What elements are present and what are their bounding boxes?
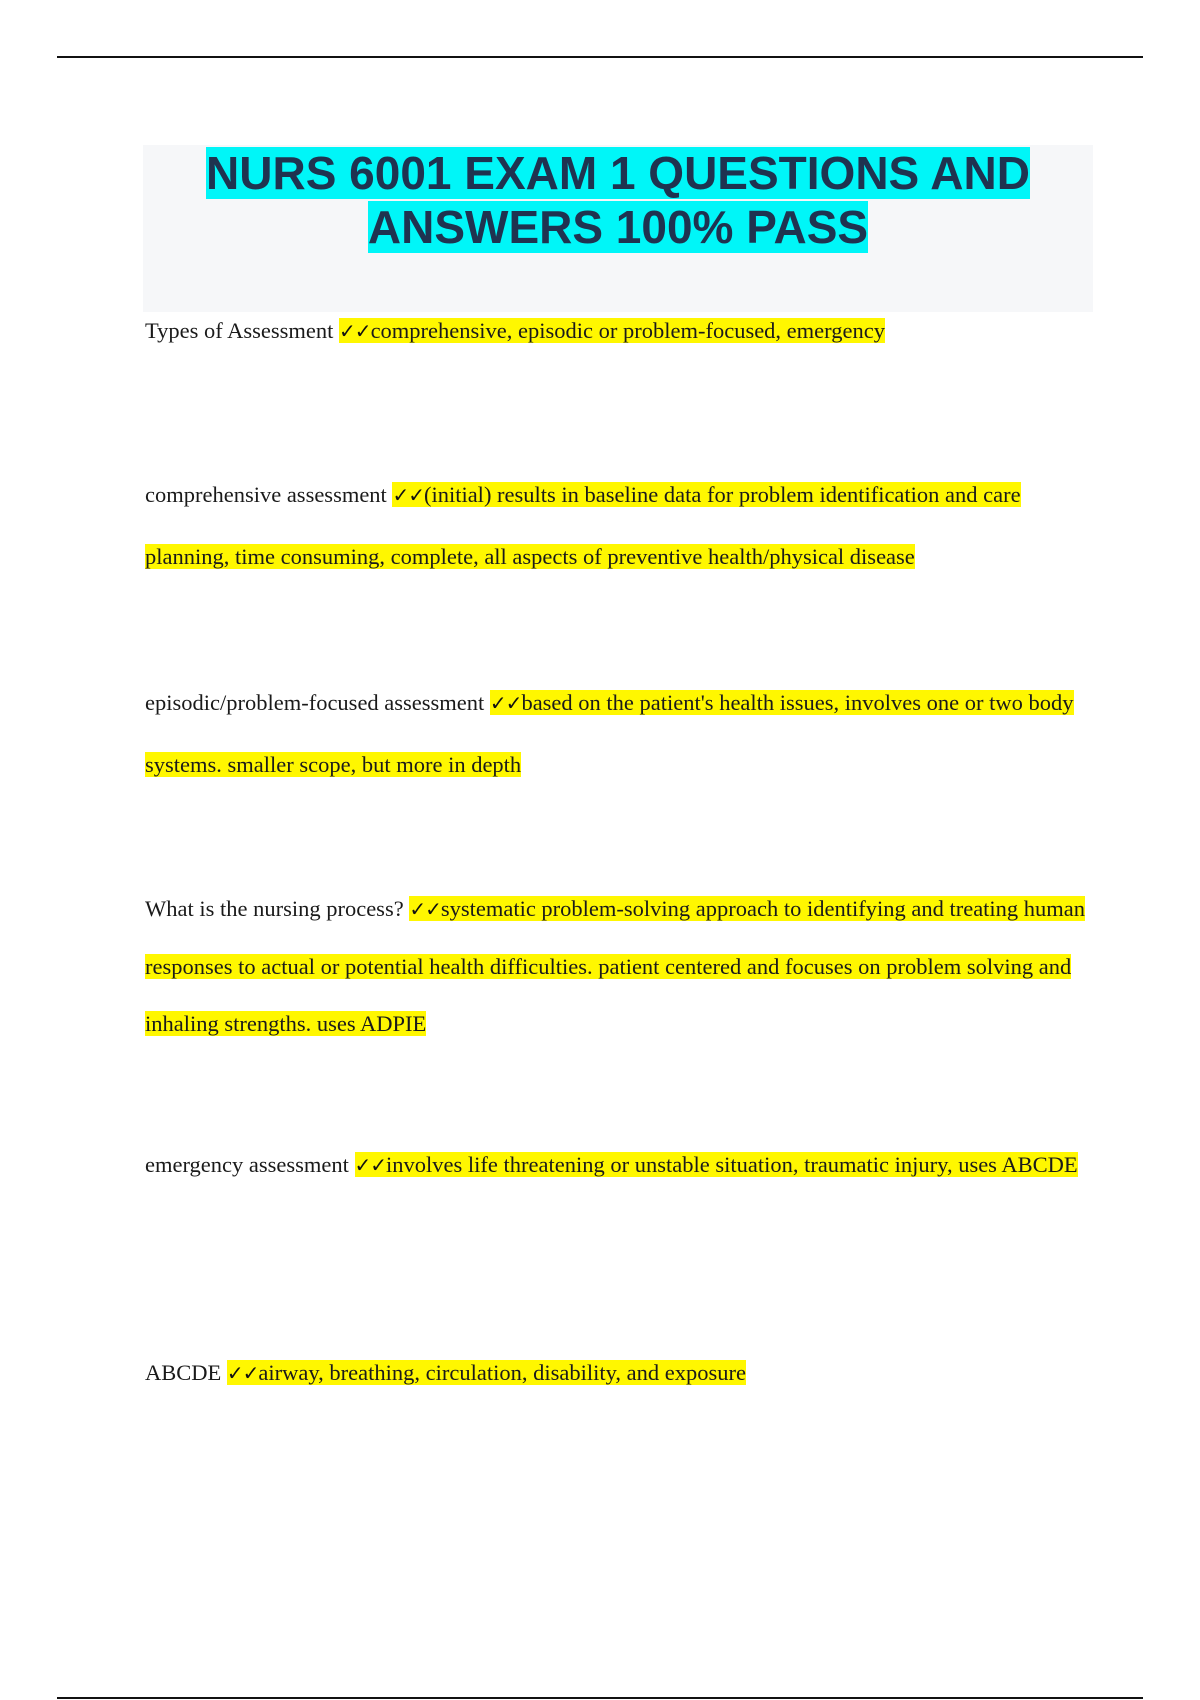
entry-term: ABCDE xyxy=(145,1360,222,1385)
page-title xyxy=(143,146,1093,254)
entry-answer: systematic problem-solving approach to identifying and treating human responses to actual or potential health difficulties. patient centered and focuses on problem solving and inhaling strengths. uses ADPIE xyxy=(145,896,1086,1036)
double-check-icon: ✓✓ xyxy=(489,691,522,715)
double-check-icon: ✓✓ xyxy=(339,319,371,343)
footer-rule xyxy=(57,1697,1143,1699)
qa-entry xyxy=(145,311,1095,351)
double-check-icon: ✓✓ xyxy=(392,483,424,507)
double-check-icon: ✓✓ xyxy=(226,1361,259,1385)
entry-term: Types of Assessment xyxy=(145,318,334,343)
entry-term: comprehensive assessment xyxy=(145,482,387,507)
qa-entry xyxy=(145,1134,1095,1196)
qa-entry xyxy=(145,880,1095,1052)
entry-answer-highlight xyxy=(227,1360,746,1385)
entry-answer: comprehensive, episodic or problem-focused, emergency xyxy=(370,318,885,343)
entry-answer-highlight xyxy=(339,318,885,343)
qa-entry xyxy=(145,464,1095,587)
double-check-icon: ✓✓ xyxy=(354,1153,387,1177)
title-text: NURS 6001 EXAM 1 QUESTIONS AND ANSWERS 100% PASS xyxy=(206,147,1030,253)
entry-answer: involves life threatening or unstable situation, traumatic injury, uses ABCDE xyxy=(386,1152,1078,1177)
qa-entry xyxy=(145,1353,1095,1393)
entry-answer: airway, breathing, circulation, disability, and exposure xyxy=(258,1360,746,1385)
entry-term: emergency assessment xyxy=(145,1152,349,1177)
entry-term: What is the nursing process? xyxy=(145,896,404,921)
entry-answer-highlight xyxy=(355,1152,1078,1177)
double-check-icon: ✓✓ xyxy=(409,897,441,921)
entry-answer: based on the patient's health issues, involves one or two body systems. smaller scope, but more in depth xyxy=(145,690,1074,777)
entry-answer: (initial) results in baseline data for problem identification and care planning, time consuming, complete, all aspects of preventive health/physical disease xyxy=(145,482,1021,569)
qa-entry xyxy=(145,672,1095,795)
entry-term: episodic/problem-focused assessment xyxy=(145,690,485,715)
header-rule xyxy=(57,56,1143,58)
